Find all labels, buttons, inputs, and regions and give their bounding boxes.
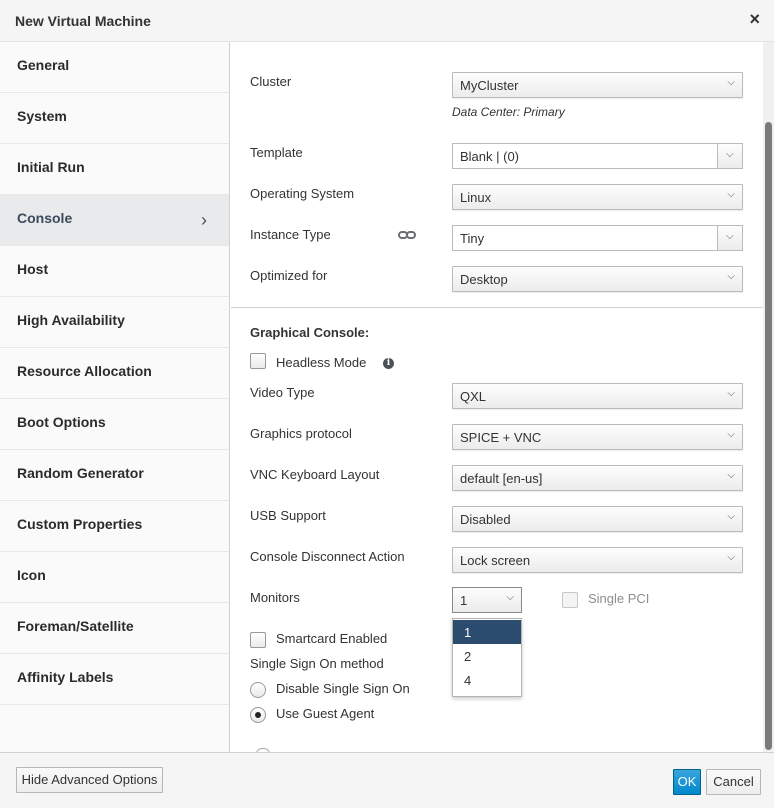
sidebar-item-label: Resource Allocation: [17, 363, 152, 379]
chevron-down-icon: ⌵: [727, 271, 735, 282]
option-label: 1: [464, 625, 472, 640]
sidebar-item-console[interactable]: [0, 195, 229, 246]
sidebar-item-label: System: [17, 108, 67, 124]
dialog-titlebar: [0, 0, 774, 42]
graphics-protocol-select[interactable]: [452, 424, 743, 450]
chevron-down-icon: ⌵: [727, 189, 735, 200]
vnc-keyboard-label: VNC Keyboard Layout: [250, 467, 380, 482]
sso-guest-agent-label: Use Guest Agent: [276, 706, 375, 721]
monitors-option-4[interactable]: [453, 668, 521, 692]
chevron-down-icon: ⌵: [726, 149, 734, 160]
info-icon[interactable]: i: [383, 358, 394, 369]
sidebar-item-custom-properties[interactable]: [0, 501, 229, 552]
graphics-protocol-label: Graphics protocol: [250, 426, 352, 441]
chevron-down-icon: ⌵: [727, 77, 735, 88]
template-dropdown-button[interactable]: [717, 144, 742, 168]
sidebar-item-label: General: [17, 57, 70, 73]
os-value: Linux: [460, 190, 492, 205]
scrollbar-thumb[interactable]: [765, 122, 772, 750]
chevron-down-icon: ⌵: [506, 592, 514, 603]
optimized-for-label: Optimized for: [250, 268, 328, 283]
headless-mode-label: Headless Mode: [276, 355, 367, 370]
sidebar-item-label: Boot Options: [17, 414, 106, 430]
monitors-value: 1: [460, 593, 468, 608]
instance-type-combobox[interactable]: [452, 225, 743, 251]
usb-support-select[interactable]: [452, 506, 743, 532]
single-pci-checkbox[interactable]: [562, 592, 578, 608]
monitors-dropdown-menu: [452, 618, 522, 697]
sidebar-item-random-generator[interactable]: [0, 450, 229, 501]
video-type-value: QXL: [460, 389, 487, 404]
vnc-keyboard-select[interactable]: [452, 465, 743, 491]
sso-guest-agent-radio[interactable]: [250, 707, 266, 723]
main-panel: [231, 42, 763, 752]
chevron-down-icon: ⌵: [727, 388, 735, 399]
disconnect-action-label: Console Disconnect Action: [250, 549, 405, 564]
template-value: Blank | (0): [460, 149, 520, 164]
optimized-for-value: Desktop: [460, 272, 508, 287]
sidebar-item-system[interactable]: [0, 93, 229, 144]
sidebar-item-foreman-satellite[interactable]: [0, 603, 229, 654]
hide-advanced-options-button[interactable]: Hide Advanced Options: [16, 767, 163, 793]
sidebar-item-boot-options[interactable]: [0, 399, 229, 450]
template-combobox[interactable]: [452, 143, 743, 169]
smartcard-label: Smartcard Enabled: [276, 631, 388, 646]
instance-type-label: Instance Type: [250, 227, 331, 242]
os-select[interactable]: [452, 184, 743, 210]
chevron-down-icon: ⌵: [726, 231, 734, 242]
graphics-protocol-value: SPICE + VNC: [460, 430, 542, 445]
optimized-for-select[interactable]: [452, 266, 743, 292]
disconnect-action-select[interactable]: [452, 547, 743, 573]
monitors-option-2[interactable]: [453, 644, 521, 668]
monitors-select[interactable]: [452, 587, 522, 613]
instance-type-value: Tiny: [460, 231, 485, 246]
option-label: 4: [464, 673, 472, 688]
headless-mode-checkbox[interactable]: [250, 353, 266, 369]
dialog-title: New Virtual Machine: [15, 13, 151, 29]
monitors-label: Monitors: [250, 590, 300, 605]
usb-support-value: Disabled: [460, 512, 511, 527]
chevron-down-icon: ⌵: [727, 429, 735, 440]
os-label: Operating System: [250, 186, 355, 201]
sidebar-item-label: Custom Properties: [17, 516, 143, 532]
sidebar-item-label: Icon: [17, 567, 46, 583]
smartcard-checkbox[interactable]: [250, 632, 266, 648]
vnc-keyboard-value: default [en-us]: [460, 471, 543, 486]
dialog-footer: [0, 752, 774, 808]
sidebar-item-label: Random Generator: [17, 465, 144, 481]
cluster-value: MyCluster: [460, 78, 519, 93]
close-icon[interactable]: ×: [749, 9, 760, 29]
monitors-option-1[interactable]: [453, 620, 521, 644]
video-type-label: Video Type: [250, 385, 315, 400]
chevron-right-icon: ›: [201, 210, 207, 230]
option-label: 2: [464, 649, 472, 664]
sso-disable-label: Disable Single Sign On: [276, 681, 410, 696]
cluster-label: Cluster: [250, 74, 292, 89]
sidebar-item-icon[interactable]: [0, 552, 229, 603]
instance-type-dropdown-button[interactable]: [717, 226, 742, 250]
link-icon: [398, 230, 416, 240]
usb-support-label: USB Support: [250, 508, 326, 523]
video-type-select[interactable]: [452, 383, 743, 409]
sidebar-item-label: Host: [17, 261, 49, 277]
sidebar-item-initial-run[interactable]: [0, 144, 229, 195]
sidebar-item-affinity-labels[interactable]: [0, 654, 229, 705]
sidebar: [0, 42, 230, 752]
sso-label: Single Sign On method: [250, 656, 384, 671]
sidebar-item-general[interactable]: [0, 42, 229, 93]
section-divider: [231, 307, 763, 308]
cluster-select[interactable]: [452, 72, 743, 98]
sidebar-item-label: Affinity Labels: [17, 669, 114, 685]
sidebar-item-label: Initial Run: [17, 159, 85, 175]
main-scrollbar[interactable]: [763, 42, 774, 752]
sidebar-item-host[interactable]: [0, 246, 229, 297]
disconnect-action-value: Lock screen: [460, 553, 531, 568]
sidebar-item-label: High Availability: [17, 312, 125, 328]
single-pci-label: Single PCI: [588, 591, 650, 606]
chevron-down-icon: ⌵: [727, 511, 735, 522]
sidebar-item-high-availability[interactable]: [0, 297, 229, 348]
ok-button[interactable]: OK: [673, 769, 701, 795]
sidebar-item-resource-allocation[interactable]: [0, 348, 229, 399]
template-label: Template: [250, 145, 303, 160]
cancel-button[interactable]: Cancel: [706, 769, 761, 795]
chevron-down-icon: ⌵: [727, 552, 735, 563]
graphical-console-heading: Graphical Console:: [250, 325, 370, 340]
sidebar-item-label: Console: [17, 210, 73, 226]
chevron-down-icon: ⌵: [727, 470, 735, 481]
data-center-text: Data Center: Primary: [452, 105, 565, 119]
sidebar-item-label: Foreman/Satellite: [17, 618, 134, 634]
sso-disable-radio[interactable]: [250, 682, 266, 698]
